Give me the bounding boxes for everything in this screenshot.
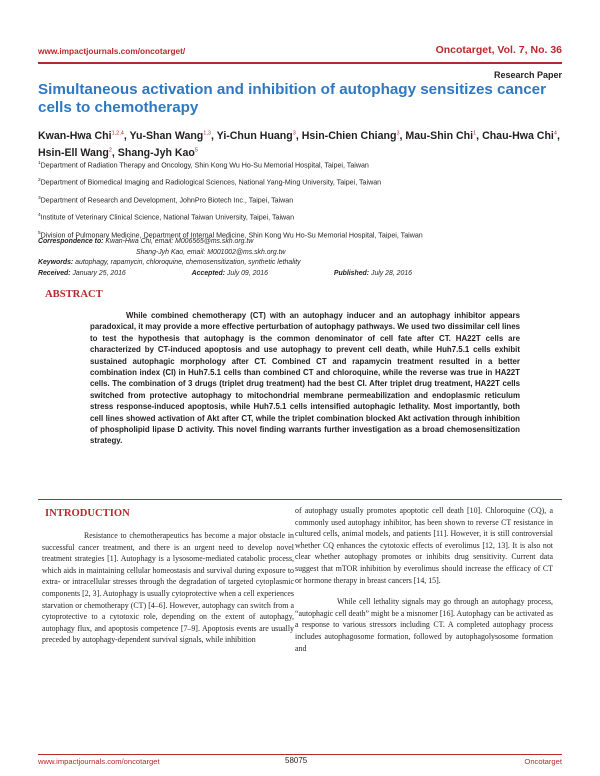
accepted-label: Accepted:	[191, 269, 225, 277]
body-column-right	[295, 505, 553, 654]
affiliation-text: Division of Pulmonary Medicine, Department of Internal Medicine, Shin Kong Wu Ho-Su Memorial Hospital, Taipei, Taiwan	[40, 231, 423, 240]
author	[405, 130, 482, 142]
published-date: July 28, 2016	[371, 269, 412, 277]
author-name: Hsin-Ell Wang	[38, 146, 109, 159]
affiliation-number: 2	[38, 178, 41, 184]
footer-journal-url[interactable]: www.impactjournals.com/oncotarget	[38, 757, 160, 766]
correspondence-line-2[interactable]: Shang-Jyh Kao, email: M001002@ms.skh.org.tw	[136, 248, 286, 256]
article-dates	[38, 269, 562, 280]
author	[38, 130, 130, 142]
header-divider	[38, 62, 562, 64]
author-name: Mau-Shin Chi	[405, 129, 474, 142]
intro-paragraph-1-continued: of autophagy usually promotes apoptotic cell death [10]. Chloroquine (CQ), a commonly used autophagy inhibitor, has been shown to reverse CT resistance in cultured cells, animal models, and patients [11]. However, it is still controversial whether CQ enhances the cytotoxic effects of everolimus [12, 13]. It is also not clear whether autophagy promotes or inhibits drug sensitivity. Current data suggest that mTOR inhibition by everolimus should increase the efficacy of CT or hormone therapy in breast cancers [14, 15].	[295, 506, 553, 585]
author	[130, 130, 217, 142]
introduction-heading: INTRODUCTION	[45, 508, 130, 519]
intro-paragraph-1: Resistance to chemotherapeutics has become a major obstacle in successful cancer treatment, and there is an urgent need to develop novel treatment strategies [1]. Autophagy is a lysosome-mediated catabolic process, which aids in maintaining cellular homeostasis and survival during exposure to extra- or intracellular stresses through the degradation of targeted cytoplasmic components [2, 3]. Autophagy is usually cytoprotective when a cell experiences starvation or chemotherapy (CT) [4–6]. However, autophagy can switch from a cytoprotective to a cytotoxic role, depending on the extent of autophagy, autophagy flux, and apoptosis competence [7–9]. Apoptosis events are usually preceded by autophagy-dependent survival signals, while inhibition	[42, 531, 294, 645]
author-name: Chau-Hwa Chi	[482, 129, 554, 142]
author-separator: ,	[556, 129, 560, 142]
author-name: Shang-Jyh Kao	[117, 146, 195, 159]
page-header	[38, 44, 562, 62]
affiliation	[38, 173, 562, 190]
abstract-divider	[38, 499, 562, 500]
author-name: Kwan-Hwa Chi	[38, 129, 112, 142]
author-name: Yu-Shan Wang	[129, 129, 204, 142]
accepted-date: July 09, 2016	[226, 269, 268, 277]
affiliation-number: 5	[38, 230, 41, 236]
author-affiliation-marker: 3	[292, 130, 296, 136]
page-number: 58075	[285, 756, 308, 765]
header-journal-url[interactable]: www.impactjournals.com/oncotarget/	[38, 46, 186, 56]
received-date: January 25, 2016	[72, 269, 126, 277]
affiliation-text: Department of Research and Development, JohnPro Biotech Inc., Taipei, Taiwan	[40, 196, 294, 205]
received-label: Received:	[38, 269, 71, 277]
author-separator: ,	[295, 129, 302, 142]
author-separator: ,	[476, 129, 483, 142]
author	[302, 130, 406, 142]
affiliation-number: 1	[38, 161, 41, 166]
affiliation	[38, 208, 562, 225]
header-journal-citation: Oncotarget, Vol. 7, No. 36	[435, 44, 562, 56]
article-type-label: Research Paper	[493, 70, 562, 80]
correspondence-label: Correspondence to:	[38, 238, 104, 245]
affiliation-number: 3	[38, 195, 41, 201]
author-separator: ,	[399, 129, 406, 142]
footer-divider	[38, 754, 562, 755]
author-affiliation-marker: 1,2,4	[111, 130, 124, 136]
article-title: Simultaneous activation and inhibition of autophagy sensitizes cancer cells to chemotherapy	[38, 81, 547, 116]
author	[217, 130, 302, 142]
author	[482, 130, 560, 142]
keywords-label: Keywords:	[38, 259, 74, 266]
correspondence-block	[38, 237, 562, 258]
author-affiliation-marker: 5	[194, 147, 198, 154]
affiliation	[38, 191, 562, 208]
affiliation-text: Department of Radiation Therapy and Oncology, Shin Kong Wu Ho-Su Memorial Hospital, Taipei, Taiwan	[40, 161, 369, 170]
correspondence-line-1[interactable]: Kwan-Hwa Chi, email: M006565@ms.skh.org.tw	[105, 238, 254, 245]
published-label: Published:	[333, 269, 370, 277]
abstract-text: While combined chemotherapy (CT) with an autophagy inducer and an autophagy inhibitor appears paradoxical, it may provide a more effective perturbation of autophagy pathways. We used two dissimilar cell lines to test the hypothesis that autophagy is the common denominator of cell fate after CT. HA22T cells are characterized by CT-induced apoptosis and use autophagy to prevent cell death, while Huh7.5.1 cells exhibit sustained autophagic morphology after CT. Combined CT and rapamycin treatment resulted in a better combination index (CI) in Huh7.5.1 cells than combined CT and chloroquine, while the reverse was true in HA22T cells. The combination of 3 drugs (triplet drug treatment) had the best CI. After triplet drug treatment, HA22T cells switched from protective autophagy to mitochondrial membrane permeabilization and endoplasmic reticulum stress response-induced apoptosis, while Huh7.5.1 cells intensified autophagic lethality. Most importantly, both cell lines showed activation of Akt after CT, while the triplet combination blocked Akt activation through inhibition of phospholipid lipase D activity. This novel finding warrants further investigation as a broad chemosensitization strategy.	[90, 311, 520, 446]
intro-paragraph-2: While cell lethality signals may go through an autophagy process, “autophagic cell death” might be a misnomer [16]. Autophagy can be activated as a response to various stressors including CT. A completed autophagy process includes autophagosome formation, followed by autophagolysosome formation and	[295, 597, 553, 653]
author-separator: ,	[123, 129, 130, 142]
author-affiliation-marker: 3	[396, 130, 400, 136]
author-affiliation-marker: 2	[108, 147, 112, 154]
author-separator: ,	[111, 146, 118, 159]
author-name: Hsin-Chien Chiang	[301, 129, 397, 142]
body-column-left	[42, 530, 294, 646]
author-list	[38, 126, 562, 160]
author-name: Yi-Chun Huang	[216, 129, 293, 142]
keywords-text: autophagy, rapamycin, chloroquine, chemosensitization, synthetic lethality	[75, 259, 301, 266]
affiliation-number: 4	[38, 213, 41, 219]
author-separator: ,	[210, 129, 217, 142]
author-affiliation-marker: 1,3	[203, 130, 211, 136]
author-affiliation-marker: 4	[553, 130, 557, 136]
affiliation-list	[38, 156, 562, 243]
affiliation-text: Institute of Veterinary Clinical Science, National Taiwan University, Taipei, Taiwan	[40, 213, 295, 222]
affiliation	[38, 156, 562, 173]
article-meta	[38, 258, 562, 279]
affiliation-text: Department of Biomedical Imaging and Radiological Sciences, National Yang-Ming University, Taipei, Taiwan	[40, 178, 382, 187]
footer-journal-name: Oncotarget	[524, 757, 562, 766]
author-affiliation-marker: 1	[473, 130, 477, 136]
abstract-heading: ABSTRACT	[45, 289, 103, 300]
